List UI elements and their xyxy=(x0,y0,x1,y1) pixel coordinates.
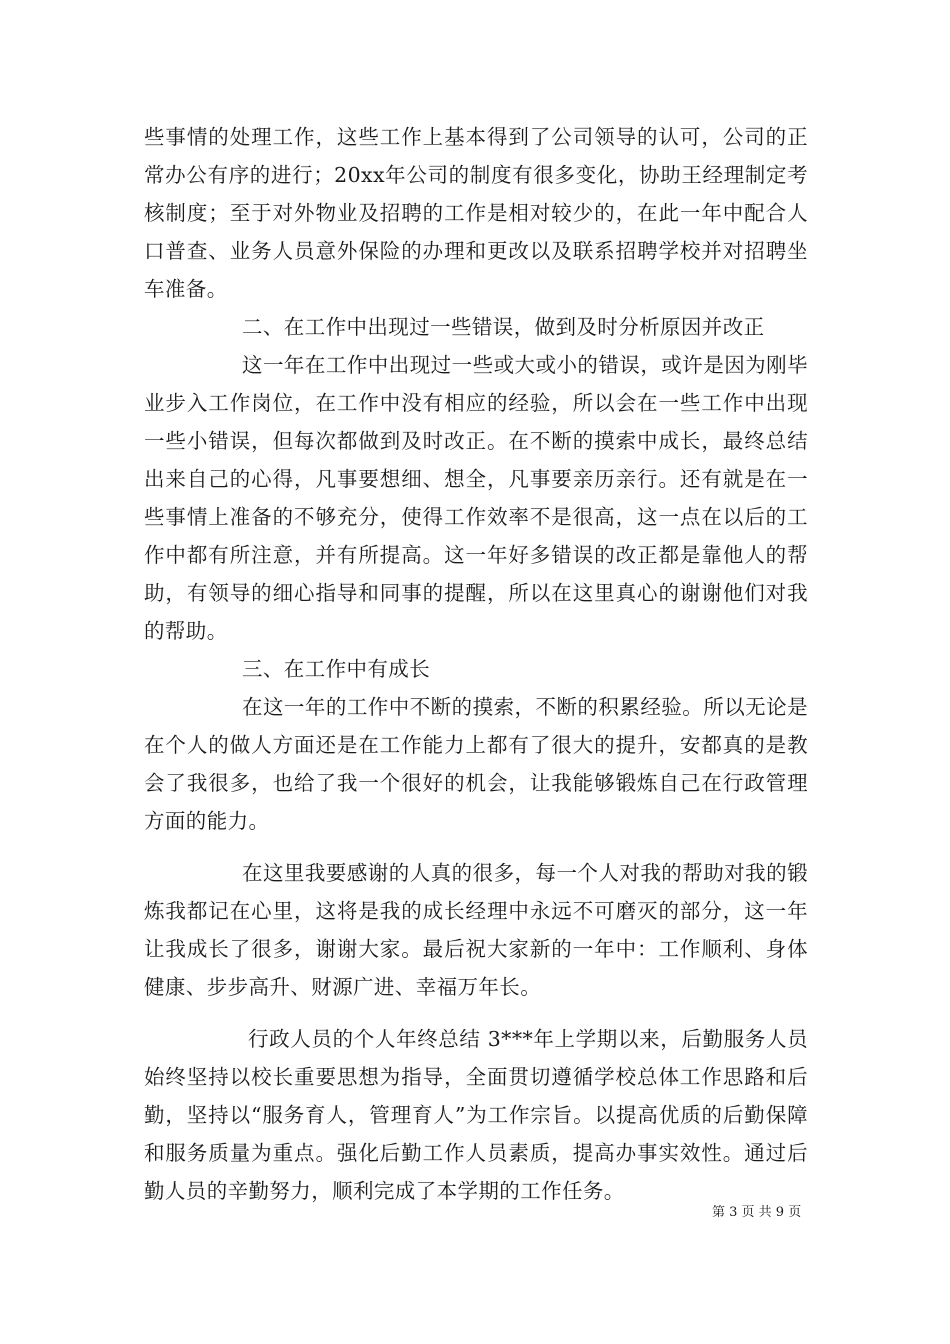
section-heading-errors: 二、在工作中出现过一些错误，做到及时分析原因并改正 xyxy=(242,315,765,339)
paragraph-summary: 行政人员的个人年终总结 3***年上学期以来，后勤服务人员始终坚持以校长重要思想为指导，全面贯切遵循学校总体工作思路和后勤，坚持以“服务育人，管理育人”为工作宗旨。以提高优质的后勤保障和服务质量为重点。强化后勤工作人员素质，提高办事实效性。通过后勤人员的辛勤努力，顺利完成了本学期的工作任务。 xyxy=(144,1027,808,1203)
page-footer: 第 3 页 共 9 页 xyxy=(712,1205,802,1220)
paragraph-thanks: 在这里我要感谢的人真的很多，每一个人对我的帮助对我的锻炼我都记在心里，这将是我的成长经理中永远不可磨灭的部分，这一年让我成长了很多，谢谢大家。最后祝大家新的一年中：工作顺利、身体健康、步步高升、财源广进、幸福万年长。 xyxy=(144,861,808,999)
document-body xyxy=(144,118,808,1210)
section-heading-growth: 三、在工作中有成长 xyxy=(242,657,431,681)
paragraph-office-work: 些事情的处理工作，这些工作上基本得到了公司领导的认可，公司的正常办公有序的进行；20xx年公司的制度有很多变化，协助王经理制定考核制度；至于对外物业及招聘的工作是相对较少的，在此一年中配合人口普查、业务人员意外保险的办理和更改以及联系招聘学校并对招聘坐车准备。 xyxy=(144,125,808,301)
paragraph-growth: 在这一年的工作中不断的摸索，不断的积累经验。所以无论是在个人的做人方面还是在工作能力上都有了很大的提升，安都真的是教会了我很多，也给了我一个很好的机会，让我能够锻炼自己在行政管理方面的能力。 xyxy=(144,695,808,833)
paragraph-errors: 这一年在工作中出现过一些或大或小的错误，或许是因为刚毕业步入工作岗位，在工作中没有相应的经验，所以会在一些工作中出现一些小错误，但每次都做到及时改正。在不断的摸索中成长，最终总结出来自己的心得，凡事要想细、想全，凡事要亲历亲行。还有就是在一些事情上准备的不够充分，使得工作效率不是很高，这一点在以后的工作中都有所注意，并有所提高。这一年好多错误的改正都是靠他人的帮助，有领导的细心指导和同事的提醒，所以在这里真心的谢谢他们对我的帮助。 xyxy=(144,353,808,643)
